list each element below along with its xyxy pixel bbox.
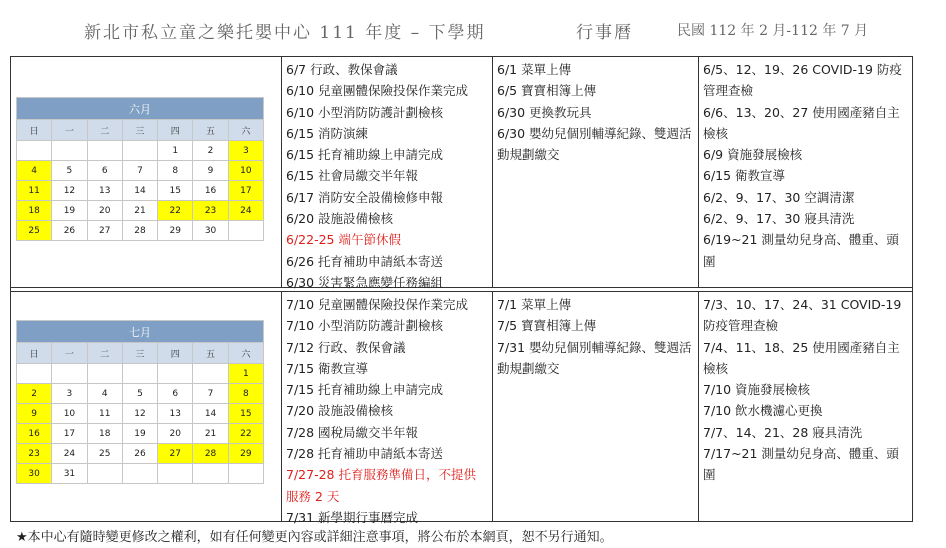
calendar-day [122, 141, 157, 161]
weekday-header: 四 [158, 120, 193, 141]
calendar-day [158, 464, 193, 484]
weekday-header: 日 [17, 343, 52, 364]
calendar-day: 20 [158, 424, 193, 444]
june-teaching-column [492, 57, 698, 287]
calendar-day [122, 464, 157, 484]
calendar-day: 2 [17, 384, 52, 404]
calendar-day: 23 [17, 444, 52, 464]
calendar-day: 22 [228, 424, 263, 444]
event-item: 6/1 菜單上傳 [497, 62, 572, 77]
calendar-day: 17 [52, 424, 87, 444]
calendar-day [17, 364, 52, 384]
weekday-header: 二 [87, 343, 122, 364]
event-item: 6/17 消防安全設備檢修申報 [286, 189, 444, 205]
calendar-day: 25 [87, 444, 122, 464]
event-item: 6/30 更換教玩具 [497, 104, 592, 120]
calendar-day: 26 [52, 221, 87, 241]
july-row [11, 291, 912, 525]
july-teaching-column [492, 292, 698, 521]
calendar-day [122, 364, 157, 384]
event-item: 7/10 資施發展檢核 [703, 382, 811, 398]
calendar-day: 1 [158, 141, 193, 161]
weekday-header: 一 [52, 343, 87, 364]
july-calendar [16, 320, 264, 484]
calendar-day: 15 [158, 181, 193, 201]
calendar-day: 29 [228, 444, 263, 464]
calendar-day: 3 [228, 141, 263, 161]
calendar-week [17, 141, 264, 161]
calendar-week [17, 201, 264, 221]
calendar-day: 6 [87, 161, 122, 181]
event-item: 6/30 嬰幼兒個別輔導紀錄、雙週活動規劃繳交 [497, 125, 692, 163]
event-item: 6/22-25 端午節休假 [286, 232, 401, 248]
event-item: 6/9 資施發展檢核 [703, 147, 803, 163]
event-item: 7/20 設施設備檢核 [286, 403, 394, 419]
event-item: 6/7 行政、教保會議 [286, 62, 398, 77]
weekday-header: 三 [122, 343, 157, 364]
july-admin-column [281, 292, 492, 525]
calendar-day: 13 [87, 181, 122, 201]
calendar-day: 11 [87, 404, 122, 424]
event-item: 6/2、9、17、30 空調清潔 [703, 189, 855, 205]
event-item: 7/31 嬰幼兒個別輔導紀錄、雙週活動規劃繳交 [497, 339, 692, 376]
calendar-day: 1 [228, 364, 263, 384]
schedule-table [10, 56, 913, 525]
calendar-day: 9 [193, 161, 228, 181]
weekday-header: 三 [122, 120, 157, 141]
calendar-day: 12 [52, 181, 87, 201]
calendar-day [17, 141, 52, 161]
event-item: 7/4、11、18、25 使用國產豬自主檢核 [703, 339, 900, 376]
calendar-day [228, 464, 263, 484]
weekday-header: 四 [158, 343, 193, 364]
event-item: 7/1 菜單上傳 [497, 297, 572, 312]
calendar-day: 7 [193, 384, 228, 404]
calendar-day: 16 [193, 181, 228, 201]
calendar-day: 8 [158, 161, 193, 181]
weekday-header: 一 [52, 120, 87, 141]
event-item: 7/12 行政、教保會議 [286, 339, 406, 355]
calendar-day: 20 [87, 201, 122, 221]
calendar-day: 6 [158, 384, 193, 404]
calendar-week [17, 424, 264, 444]
calendar-week [17, 221, 264, 241]
calendar-day: 31 [52, 464, 87, 484]
event-item: 7/5 寶寶相簿上傳 [497, 318, 597, 334]
event-item: 7/31 新學期行事曆完成 [286, 509, 419, 525]
calendar-day: 22 [158, 201, 193, 221]
calendar-day: 29 [158, 221, 193, 241]
calendar-day: 19 [52, 201, 87, 221]
page-header [0, 0, 946, 44]
calendar-day: 21 [193, 424, 228, 444]
calendar-day: 12 [122, 404, 157, 424]
weekday-header: 六 [228, 343, 263, 364]
calendar-day: 16 [17, 424, 52, 444]
june-row [11, 57, 912, 288]
event-item: 6/20 設施設備檢核 [286, 211, 394, 227]
event-item: 7/15 托育補助線上申請完成 [286, 382, 444, 398]
event-item: 6/26 托育補助申請紙本寄送 [286, 253, 444, 269]
calendar-day [87, 141, 122, 161]
calendar-day: 27 [87, 221, 122, 241]
calendar-day: 14 [193, 404, 228, 424]
calendar-day: 8 [228, 384, 263, 404]
calendar-day: 24 [52, 444, 87, 464]
calendar-day [193, 464, 228, 484]
calendar-day: 7 [122, 161, 157, 181]
june-health-column [698, 57, 912, 287]
july-month-label: 七月 [17, 321, 264, 343]
document-subtitle: 行事曆 [576, 23, 633, 43]
calendar-day: 30 [193, 221, 228, 241]
calendar-day: 23 [193, 201, 228, 221]
event-item: 7/10 飲水機濾心更換 [703, 403, 823, 419]
date-range: 民國 112 年 2 月-112 年 7 月 [677, 23, 869, 39]
calendar-day: 30 [17, 464, 52, 484]
event-item: 7/3、10、17、24、31 COVID-19 防疫管理查檢 [703, 297, 902, 334]
event-item: 7/7、14、21、28 寢具清洗 [703, 424, 863, 440]
calendar-week [17, 364, 264, 384]
calendar-day: 18 [87, 424, 122, 444]
calendar-week [17, 464, 264, 484]
event-item: 6/15 衛教宣導 [703, 168, 786, 184]
calendar-day [193, 364, 228, 384]
event-item: 6/15 消防演練 [286, 125, 369, 141]
calendar-day: 24 [228, 201, 263, 221]
calendar-week [17, 181, 264, 201]
event-item: 6/2、9、17、30 寢具清洗 [703, 211, 855, 227]
weekday-header: 日 [17, 120, 52, 141]
event-item: 7/10 小型消防防護計劃檢核 [286, 318, 444, 334]
calendar-day: 28 [122, 221, 157, 241]
calendar-day: 11 [17, 181, 52, 201]
event-item: 7/27-28 托育服務準備日，不提供服務 2 天 [286, 467, 476, 504]
calendar-day [87, 364, 122, 384]
calendar-day: 10 [52, 404, 87, 424]
calendar-week [17, 161, 264, 181]
july-health-column [698, 292, 912, 521]
event-item: 6/10 兒童團體保險投保作業完成 [286, 83, 469, 99]
calendar-day: 28 [193, 444, 228, 464]
calendar-week [17, 444, 264, 464]
calendar-day [52, 141, 87, 161]
calendar-day: 3 [52, 384, 87, 404]
event-item: 7/15 衛教宣導 [286, 360, 369, 376]
event-item: 6/15 托育補助線上申請完成 [286, 147, 444, 163]
june-admin-column [281, 57, 492, 290]
event-item: 6/5、12、19、26 COVID-19 防疫管理查檢 [703, 62, 902, 99]
calendar-week [17, 384, 264, 404]
event-item: 7/28 托育補助申請紙本寄送 [286, 446, 444, 462]
calendar-day: 26 [122, 444, 157, 464]
calendar-day [52, 364, 87, 384]
weekday-header: 六 [228, 120, 263, 141]
calendar-day: 14 [122, 181, 157, 201]
calendar-day: 9 [17, 404, 52, 424]
june-month-label: 六月 [17, 98, 264, 120]
june-calendar [16, 97, 264, 241]
calendar-day: 21 [122, 201, 157, 221]
calendar-day: 17 [228, 181, 263, 201]
calendar-day: 2 [193, 141, 228, 161]
weekday-header: 五 [193, 120, 228, 141]
calendar-day: 18 [17, 201, 52, 221]
calendar-day: 27 [158, 444, 193, 464]
event-item: 6/30 災害緊急應變任務編組 [286, 274, 444, 290]
calendar-day: 25 [17, 221, 52, 241]
footer-note: ★本中心有隨時變更修改之權利，如有任何變更內容或詳細注意事項，將公布於本網頁，恕不另行通知。 [16, 530, 613, 545]
calendar-day: 15 [228, 404, 263, 424]
calendar-day: 4 [17, 161, 52, 181]
calendar-week [17, 404, 264, 424]
calendar-day: 19 [122, 424, 157, 444]
calendar-day: 13 [158, 404, 193, 424]
calendar-day: 10 [228, 161, 263, 181]
event-item: 6/10 小型消防防護計劃檢核 [286, 104, 444, 120]
event-item: 6/19~21 測量幼兒身高、體重、頭圍 [703, 232, 899, 269]
weekday-header: 二 [87, 120, 122, 141]
event-item: 6/6、13、20、27 使用國產豬自主檢核 [703, 104, 900, 141]
weekday-header: 五 [193, 343, 228, 364]
event-item: 7/10 兒童團體保險投保作業完成 [286, 297, 469, 312]
event-item: 7/17~21 測量幼兒身高、體重、頭圍 [703, 446, 899, 483]
calendar-day [158, 364, 193, 384]
event-item: 7/28 國稅局繳交半年報 [286, 424, 419, 440]
event-item: 6/15 社會局繳交半年報 [286, 168, 419, 184]
calendar-day [228, 221, 263, 241]
calendar-day: 4 [87, 384, 122, 404]
document-title: 新北市私立童之樂托嬰中心 111 年度 – 下學期 [84, 23, 486, 43]
calendar-day: 5 [52, 161, 87, 181]
calendar-day [87, 464, 122, 484]
calendar-day: 5 [122, 384, 157, 404]
event-item: 6/5 寶寶相簿上傳 [497, 83, 597, 99]
